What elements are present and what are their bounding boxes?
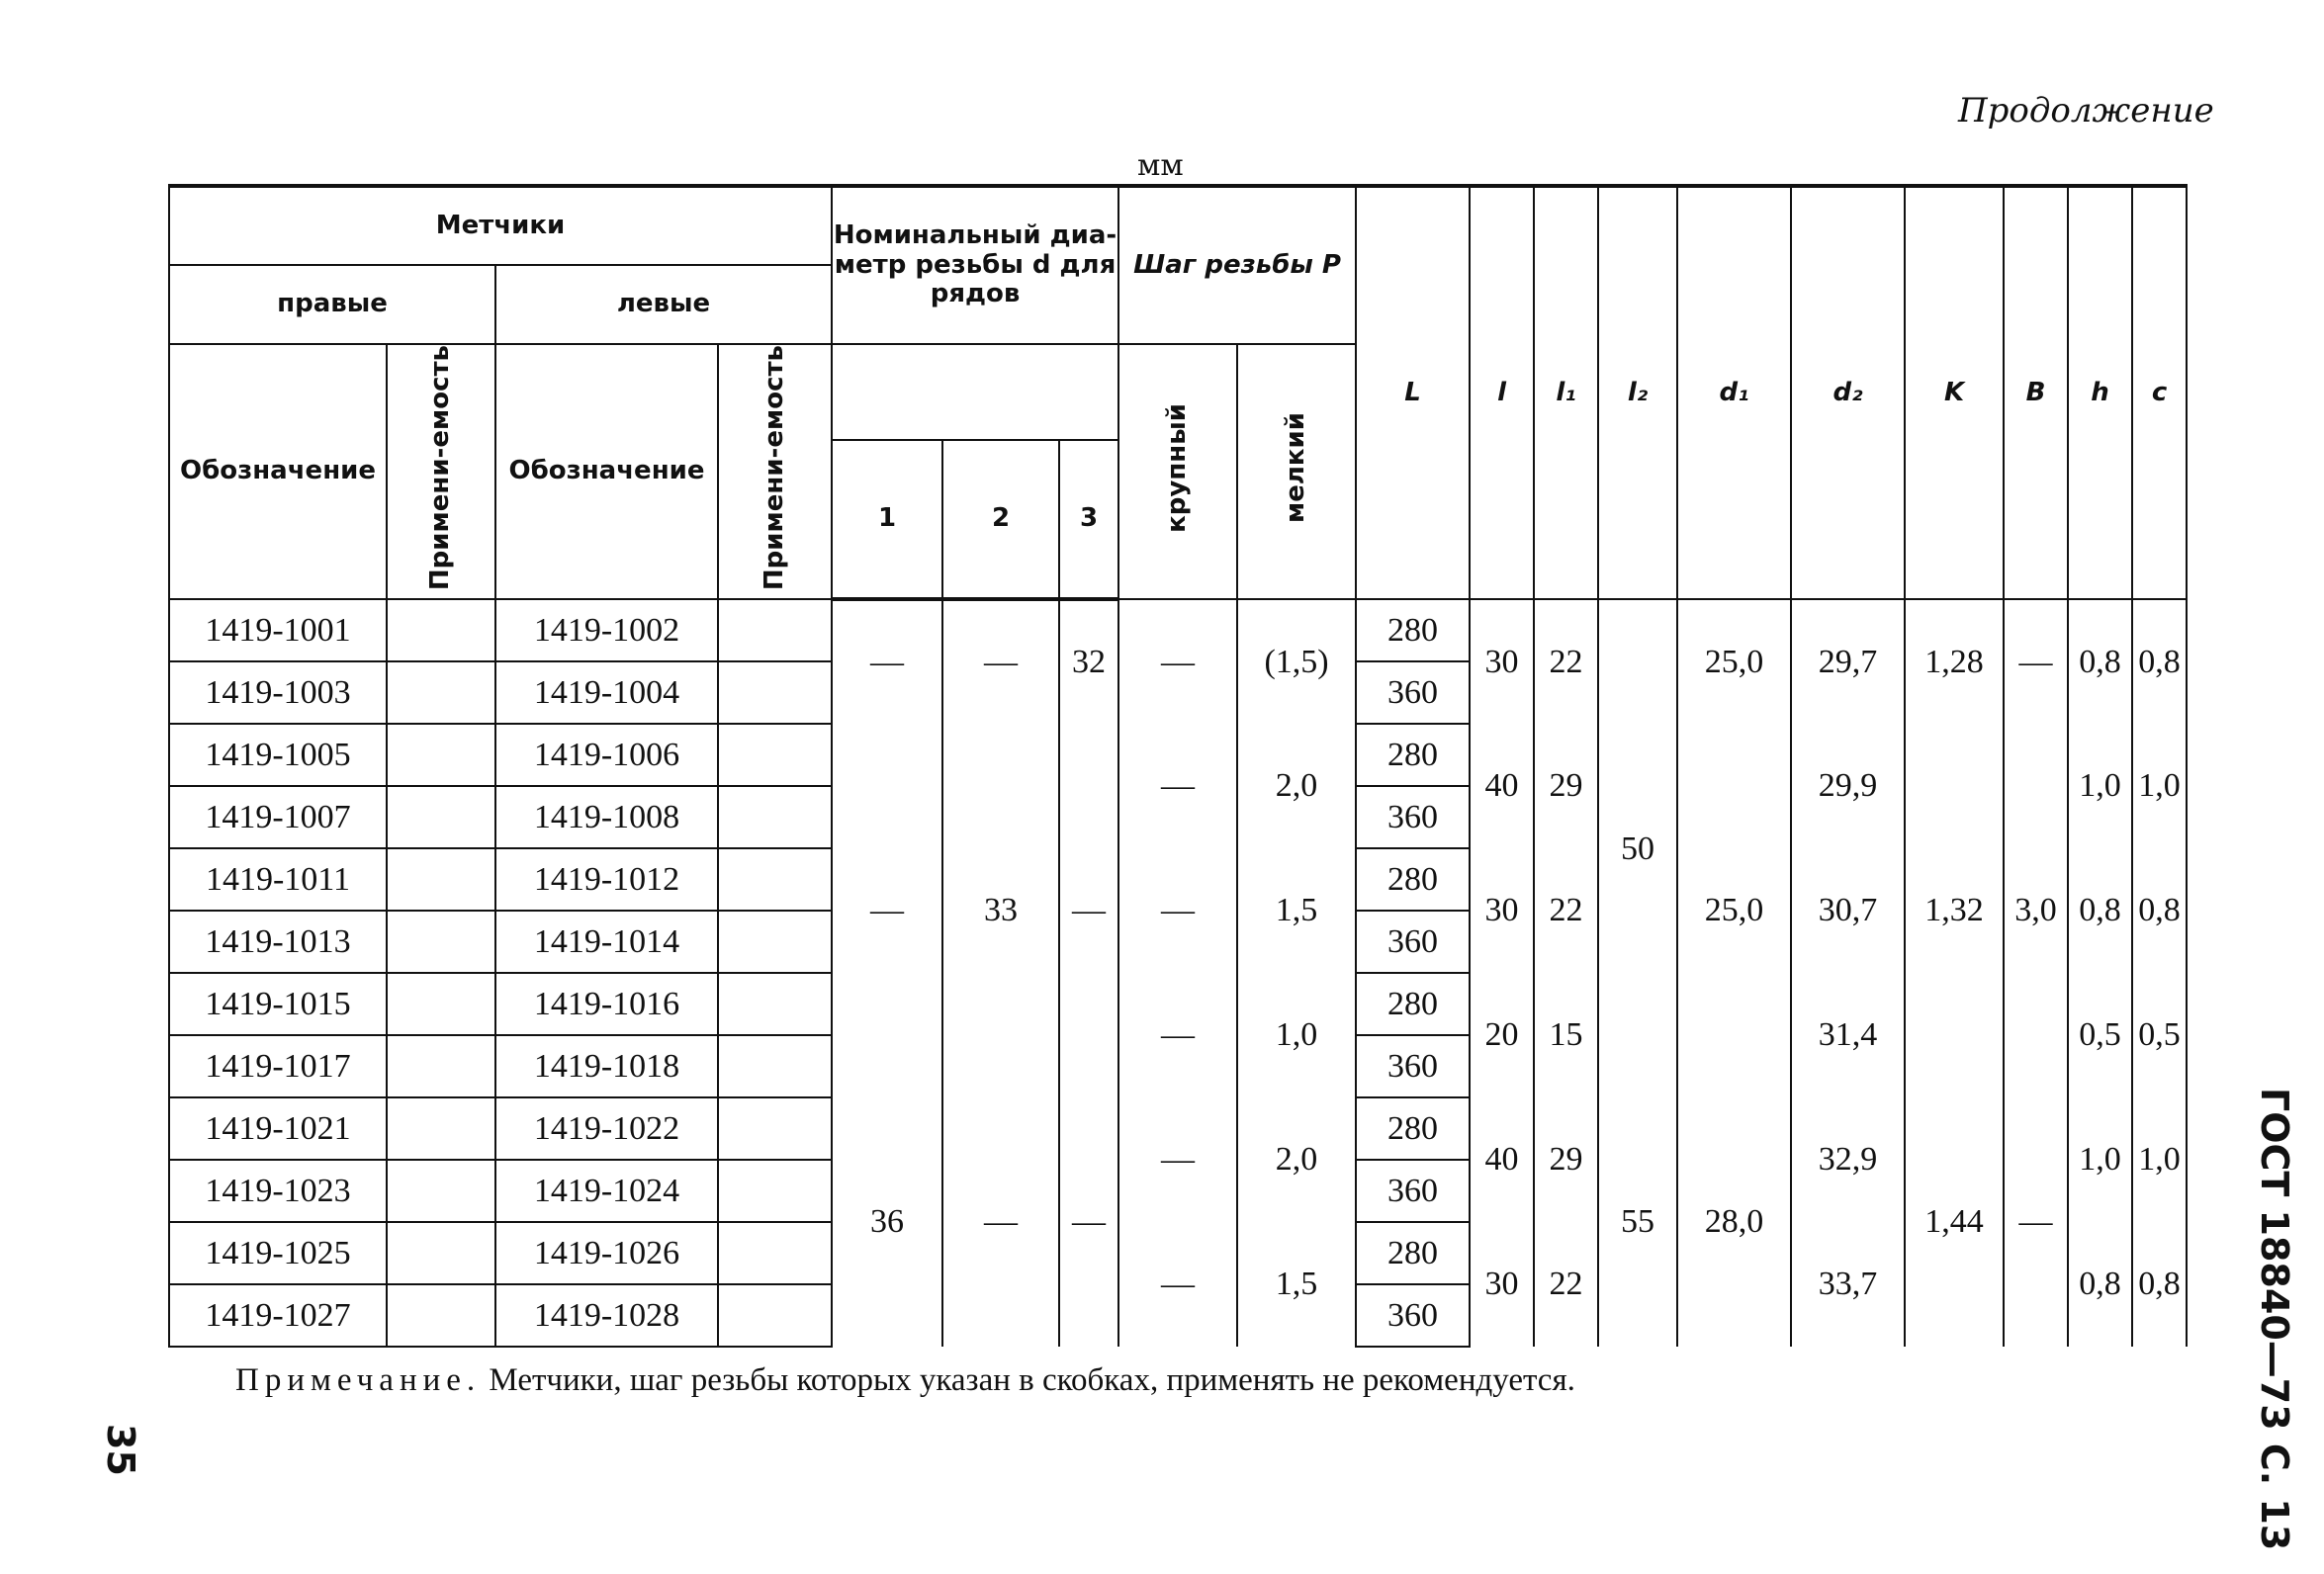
c-value: 0,8 <box>2132 1222 2187 1347</box>
continued-label: Продолжение <box>1958 91 2214 131</box>
l1-value: 22 <box>1534 1222 1598 1347</box>
table-row <box>169 973 2187 1035</box>
d-row3: — <box>1059 724 1118 1097</box>
header-K: K <box>1905 186 2004 599</box>
l1-value: 15 <box>1534 973 1598 1097</box>
K-value: 1,32 <box>1905 724 2004 1097</box>
d-row1: — <box>832 724 942 1097</box>
right-designation: 1419-1013 <box>169 911 387 973</box>
pitch-coarse: — <box>1118 1097 1237 1222</box>
left-designation: 1419-1012 <box>495 848 718 911</box>
right-designation: 1419-1003 <box>169 661 387 724</box>
L-value: 280 <box>1356 848 1470 911</box>
d-row2: — <box>942 599 1059 724</box>
left-designation: 1419-1002 <box>495 599 718 661</box>
header-c: c <box>2132 186 2187 599</box>
d-row3: — <box>1059 1097 1118 1347</box>
right-designation: 1419-1021 <box>169 1097 387 1160</box>
pitch-fine: 1,0 <box>1237 973 1356 1097</box>
note <box>235 1362 1575 1399</box>
right-designation: 1419-1007 <box>169 786 387 848</box>
left-designation: 1419-1004 <box>495 661 718 724</box>
table-body <box>169 599 2187 1347</box>
right-designation: 1419-1015 <box>169 973 387 1035</box>
header-taps: Метчики <box>169 186 832 265</box>
l2-value: 50 <box>1598 599 1677 1097</box>
left-applicability <box>718 661 832 724</box>
table-row <box>169 848 2187 911</box>
d1-value: 25,0 <box>1677 599 1791 724</box>
pitch-fine: (1,5) <box>1237 599 1356 724</box>
l2-value: 55 <box>1598 1097 1677 1347</box>
right-applicability <box>387 1284 495 1347</box>
L-value: 280 <box>1356 1222 1470 1284</box>
c-value: 0,8 <box>2132 848 2187 973</box>
header-l: l <box>1470 186 1534 599</box>
c-value: 1,0 <box>2132 724 2187 848</box>
header-left: левые <box>495 265 832 344</box>
d-row1: — <box>832 599 942 724</box>
L-value: 360 <box>1356 786 1470 848</box>
page-number: 35 <box>99 1424 142 1476</box>
l-value: 30 <box>1470 1222 1534 1347</box>
table-row <box>169 1222 2187 1284</box>
d2-value: 32,9 <box>1791 1097 1905 1222</box>
l1-value: 29 <box>1534 724 1598 848</box>
pitch-fine: 1,5 <box>1237 1222 1356 1347</box>
h-value: 0,8 <box>2068 1222 2132 1347</box>
header-pitch: Шаг резьбы P <box>1118 186 1356 344</box>
table-row <box>169 724 2187 786</box>
left-designation: 1419-1008 <box>495 786 718 848</box>
header-left-designation: Обозначение <box>495 344 718 599</box>
header-d1: d₁ <box>1677 186 1791 599</box>
header-l2: l₂ <box>1598 186 1677 599</box>
standard-number: ГОСТ 18840—73 С. 13 <box>2253 1088 2296 1551</box>
c-value: 0,5 <box>2132 973 2187 1097</box>
c-value: 1,0 <box>2132 1097 2187 1222</box>
B-value: — <box>2004 599 2068 724</box>
right-applicability <box>387 786 495 848</box>
d2-value: 33,7 <box>1791 1222 1905 1347</box>
h-value: 0,5 <box>2068 973 2132 1097</box>
right-applicability <box>387 1097 495 1160</box>
l1-value: 22 <box>1534 599 1598 724</box>
K-value: 1,44 <box>1905 1097 2004 1347</box>
right-designation: 1419-1027 <box>169 1284 387 1347</box>
left-designation: 1419-1018 <box>495 1035 718 1097</box>
pitch-coarse: — <box>1118 599 1237 724</box>
left-designation: 1419-1014 <box>495 911 718 973</box>
header-row1: 1 <box>832 440 942 599</box>
right-applicability <box>387 848 495 911</box>
header-coarse: крупный <box>1118 344 1237 599</box>
left-designation: 1419-1016 <box>495 973 718 1035</box>
h-value: 0,8 <box>2068 848 2132 973</box>
pitch-fine: 2,0 <box>1237 1097 1356 1222</box>
d1-value: 28,0 <box>1677 1097 1791 1347</box>
left-applicability <box>718 1097 832 1160</box>
left-applicability <box>718 1035 832 1097</box>
pitch-fine: 2,0 <box>1237 724 1356 848</box>
L-value: 360 <box>1356 1284 1470 1347</box>
right-applicability <box>387 911 495 973</box>
header-d2: d₂ <box>1791 186 1905 599</box>
header-l1: l₁ <box>1534 186 1598 599</box>
right-applicability <box>387 973 495 1035</box>
left-applicability <box>718 1222 832 1284</box>
header-row3: 3 <box>1059 440 1118 599</box>
L-value: 360 <box>1356 911 1470 973</box>
d2-value: 29,9 <box>1791 724 1905 848</box>
right-applicability <box>387 724 495 786</box>
right-designation: 1419-1005 <box>169 724 387 786</box>
d1-value: 25,0 <box>1677 724 1791 1097</box>
d2-value: 29,7 <box>1791 599 1905 724</box>
L-value: 280 <box>1356 724 1470 786</box>
B-value: — <box>2004 1097 2068 1347</box>
header-h: h <box>2068 186 2132 599</box>
K-value: 1,28 <box>1905 599 2004 724</box>
units-label: мм <box>1137 148 1184 183</box>
left-applicability <box>718 911 832 973</box>
left-applicability <box>718 786 832 848</box>
d-row1: 36 <box>832 1097 942 1347</box>
L-value: 360 <box>1356 1160 1470 1222</box>
header-left-applicability: Примени-емость <box>718 344 832 599</box>
pitch-fine: 1,5 <box>1237 848 1356 973</box>
d-row2: 33 <box>942 724 1059 1097</box>
left-designation: 1419-1028 <box>495 1284 718 1347</box>
right-applicability <box>387 599 495 661</box>
d2-value: 31,4 <box>1791 973 1905 1097</box>
pitch-coarse: — <box>1118 724 1237 848</box>
right-designation: 1419-1023 <box>169 1160 387 1222</box>
d-row3: 32 <box>1059 599 1118 724</box>
header-nominal-diameter: Номинальный диа-метр резьбы d для рядов <box>832 186 1118 344</box>
table-header <box>169 186 2187 599</box>
header-B: B <box>2004 186 2068 599</box>
L-value: 360 <box>1356 1035 1470 1097</box>
l-value: 40 <box>1470 724 1534 848</box>
right-designation: 1419-1017 <box>169 1035 387 1097</box>
note-text: Метчики, шаг резьбы которых указан в скобках, применять не рекомендуется. <box>489 1362 1575 1398</box>
l-value: 40 <box>1470 1097 1534 1222</box>
right-designation: 1419-1001 <box>169 599 387 661</box>
taps-table <box>168 184 2188 1348</box>
L-value: 280 <box>1356 1097 1470 1160</box>
h-value: 1,0 <box>2068 724 2132 848</box>
left-designation: 1419-1026 <box>495 1222 718 1284</box>
l-value: 30 <box>1470 848 1534 973</box>
left-designation: 1419-1024 <box>495 1160 718 1222</box>
l1-value: 29 <box>1534 1097 1598 1222</box>
pitch-coarse: — <box>1118 1222 1237 1347</box>
l-value: 20 <box>1470 973 1534 1097</box>
L-value: 280 <box>1356 973 1470 1035</box>
right-applicability <box>387 661 495 724</box>
header-right: правые <box>169 265 495 344</box>
h-value: 1,0 <box>2068 1097 2132 1222</box>
note-lead: Примечание. <box>235 1362 482 1398</box>
right-applicability <box>387 1160 495 1222</box>
d-row2: — <box>942 1097 1059 1347</box>
header-right-applicability: Примени-емость <box>387 344 495 599</box>
pitch-coarse: — <box>1118 848 1237 973</box>
left-applicability <box>718 848 832 911</box>
table-row <box>169 1097 2187 1160</box>
B-value: 3,0 <box>2004 724 2068 1097</box>
left-designation: 1419-1006 <box>495 724 718 786</box>
h-value: 0,8 <box>2068 599 2132 724</box>
l1-value: 22 <box>1534 848 1598 973</box>
left-applicability <box>718 724 832 786</box>
pitch-coarse: — <box>1118 973 1237 1097</box>
left-applicability <box>718 1284 832 1347</box>
right-designation: 1419-1011 <box>169 848 387 911</box>
L-value: 280 <box>1356 599 1470 661</box>
header-fine: мелкий <box>1237 344 1356 599</box>
header-right-designation: Обозначение <box>169 344 387 599</box>
left-applicability <box>718 599 832 661</box>
header-L: L <box>1356 186 1470 599</box>
table-row <box>169 599 2187 661</box>
right-applicability <box>387 1035 495 1097</box>
left-applicability <box>718 973 832 1035</box>
header-row2: 2 <box>942 440 1059 599</box>
right-designation: 1419-1025 <box>169 1222 387 1284</box>
header-diameter-gap <box>832 344 1118 440</box>
L-value: 360 <box>1356 661 1470 724</box>
d2-value: 30,7 <box>1791 848 1905 973</box>
left-applicability <box>718 1160 832 1222</box>
left-designation: 1419-1022 <box>495 1097 718 1160</box>
right-applicability <box>387 1222 495 1284</box>
c-value: 0,8 <box>2132 599 2187 724</box>
l-value: 30 <box>1470 599 1534 724</box>
